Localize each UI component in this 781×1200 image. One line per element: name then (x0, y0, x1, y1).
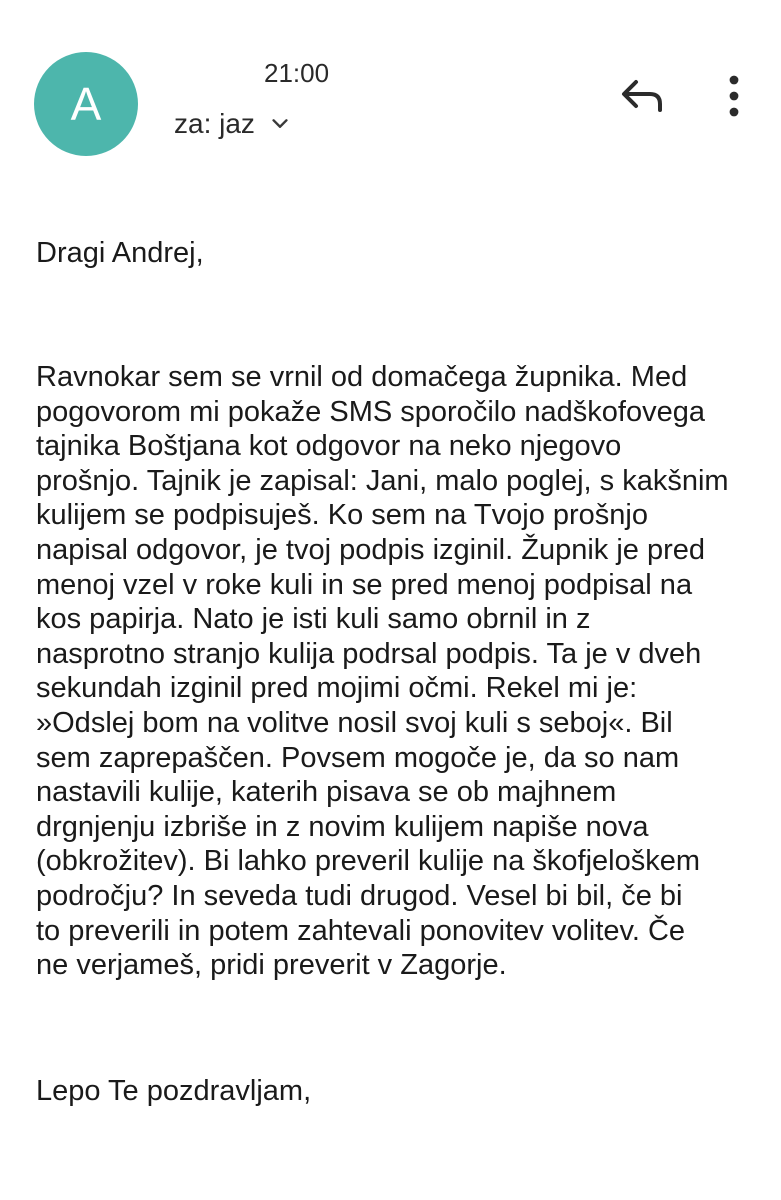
chevron-down-icon (269, 113, 291, 135)
email-body-paragraph: Ravnokar sem se vrnil od domačega župnika. Med pogovorom mi pokaže SMS sporočilo nadškofovega tajnika Boštjana kot odgovor na neko njegovo prošnjo. Tajnik je zapisal: Jani, malo poglej, s kakšnim kulijem se podpisuješ. Ko sem na Tvojo prošnjo napisal odgovor, je tvoj podpis izginil. Župnik je pred menoj vzel v roke kuli in se pred menoj podpisal na kos papirja. Nato je isti kuli samo obrnil in z nasprotno stranjo kulija podrsal podpis. Ta je v dveh sekundah izginil pred mojimi očmi. Rekel mi je: »Odslej bom na volitve nosil svoj kuli s seboj«. Bil sem zaprepaščen. Povsem mogoče je, da so nam nastavili kulije, katerih pisava se ob majhnem drgnjenju izbriše in z novim kulijem napiše nova (obkrožitev). Bi lahko preveril kulije na škofjeloškem področju? In seveda tudi drugod. Vesel bi bil, če bi to preverili in potem zahtevali ponovitev volitev. Če ne verjameš, pridi preverit v Zagorje. (36, 361, 729, 982)
sender-avatar[interactable]: A (34, 52, 138, 156)
sender-name-redacted (176, 58, 256, 86)
email-greeting: Dragi Andrej, (36, 237, 204, 269)
reply-button[interactable] (616, 72, 670, 120)
recipient-label: za: jaz (174, 108, 255, 139)
email-closing: Lepo Te pozdravljam, (36, 1075, 312, 1107)
reply-icon (616, 72, 670, 120)
message-time: 21:00 (264, 58, 330, 88)
more-vert-icon (716, 72, 752, 120)
more-options-button[interactable] (716, 72, 752, 120)
recipient-details-toggle[interactable] (174, 104, 291, 144)
email-header (0, 0, 781, 170)
